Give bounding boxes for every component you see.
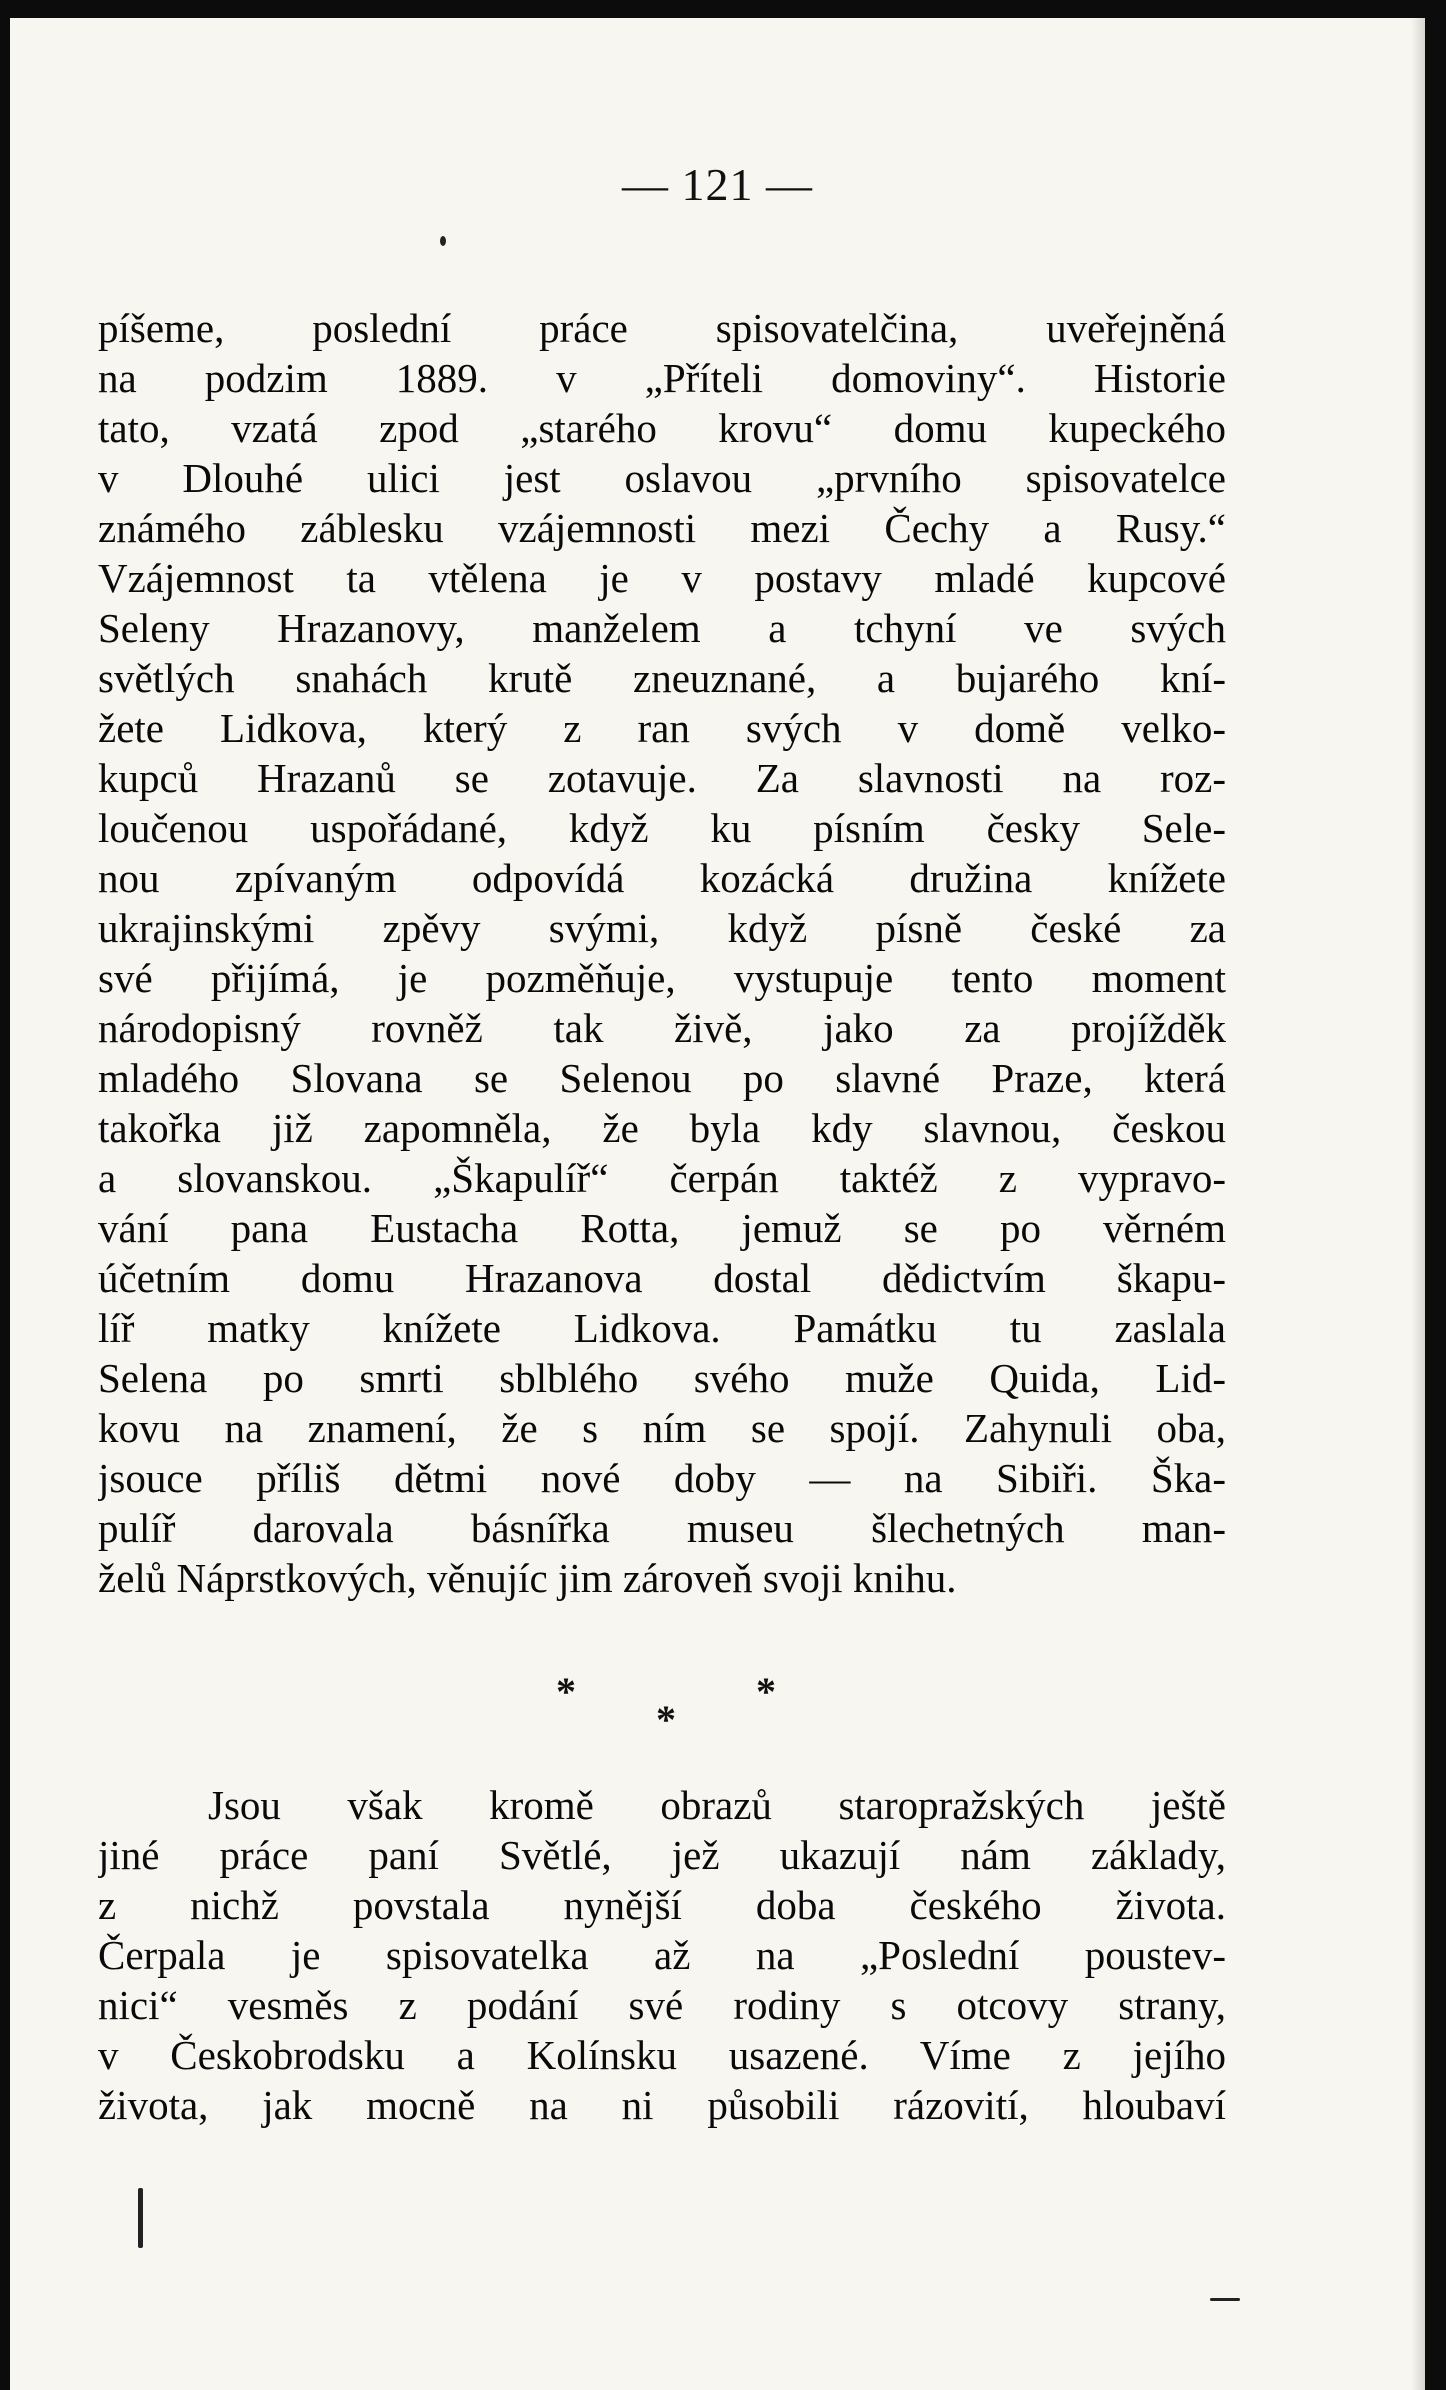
scan-speck xyxy=(1210,2298,1240,2301)
text-line: Jsou však kromě obrazů staropražských ještě xyxy=(208,1782,1226,1828)
separator-asterisk: * xyxy=(756,1669,776,1714)
text-line: účetním domu Hrazanova dostal dědictvím škapu- xyxy=(98,1255,1226,1301)
text-line: na podzim 1889. v „Příteli domoviny“. Historie xyxy=(98,355,1226,401)
text-line: mladého Slovana se Selenou po slavné Praze, která xyxy=(98,1055,1226,1101)
text-line: v Českobrodsku a Kolínsku usazené. Víme z jejího xyxy=(98,2032,1226,2078)
text-line: vání pana Eustacha Rotta, jemuž se po věrném xyxy=(98,1205,1226,1251)
text-line: a slovanskou. „Škapulíř“ čerpán taktéž z vypravo- xyxy=(98,1155,1226,1201)
text-line: píšeme, poslední práce spisovatelčina, uveřejněná xyxy=(98,305,1226,351)
text-line: kovu na znamení, že s ním se spojí. Zahynuli oba, xyxy=(98,1405,1226,1451)
text-line: v Dlouhé ulici jest oslavou „prvního spisovatelce xyxy=(98,455,1226,501)
scan-speck xyxy=(138,2188,143,2248)
text-line: kupců Hrazanů se zotavuje. Za slavnosti na roz- xyxy=(98,755,1226,801)
text-line: života, jak mocně na ni působili rázovití, hloubaví xyxy=(98,2082,1226,2128)
text-line: žete Lidkova, který z ran svých v domě velko- xyxy=(98,705,1226,751)
text-line: z nichž povstala nynější doba českého života. xyxy=(98,1882,1226,1928)
text-line: takořka již zapomněla, že byla kdy slavnou, českou xyxy=(98,1105,1226,1151)
text-line: své přijímá, je pozměňuje, vystupuje tento moment xyxy=(98,955,1226,1001)
text-line: Selena po smrti sblblého svého muže Quida, Lid- xyxy=(98,1355,1226,1401)
text-line: Vzájemnost ta vtělena je v postavy mladé kupcové xyxy=(98,555,1226,601)
text-line: nou zpívaným odpovídá kozácká družina knížete xyxy=(98,855,1226,901)
book-page xyxy=(10,18,1425,2390)
text-line: ukrajinskými zpěvy svými, když písně české za xyxy=(98,905,1226,951)
text-line: světlých snahách krutě zneuznané, a bujarého kní- xyxy=(98,655,1226,701)
text-line: nici“ vesměs z podání své rodiny s otcovy strany, xyxy=(98,1982,1226,2028)
text-line: líř matky knížete Lidkova. Památku tu zaslala xyxy=(98,1305,1226,1351)
section-separator xyxy=(10,1666,1425,1742)
text-line: pulíř darovala básnířka museu šlechetných man- xyxy=(98,1505,1226,1551)
scan-speck xyxy=(440,236,446,246)
separator-asterisk: * xyxy=(556,1669,576,1714)
page-edge-shadow xyxy=(1411,18,1425,2390)
text-line: loučenou uspořádané, když ku písním česky Sele- xyxy=(98,805,1226,851)
paragraph-1 xyxy=(98,303,1226,1603)
text-line: želů Náprstkových, věnujíc jim zároveň svoji knihu. xyxy=(98,1555,957,1601)
text-line: Seleny Hrazanovy, manželem a tchyní ve svých xyxy=(98,605,1226,651)
paragraph-2 xyxy=(98,1780,1226,2130)
text-line: tato, vzatá zpod „starého krovu“ domu kupeckého xyxy=(98,405,1226,451)
text-line: Čerpala je spisovatelka až na „Poslední poustev- xyxy=(98,1932,1226,1978)
separator-asterisk: * xyxy=(656,1697,676,1742)
page-number: — 121 — xyxy=(622,159,813,210)
text-line: jsouce příliš dětmi nové doby — na Sibiři. Ška- xyxy=(98,1455,1226,1501)
text-line: známého záblesku vzájemnosti mezi Čechy a Rusy.“ xyxy=(98,505,1226,551)
text-line: jiné práce paní Světlé, jež ukazují nám základy, xyxy=(98,1832,1226,1878)
text-line: národopisný rovněž tak živě, jako za projížděk xyxy=(98,1005,1226,1051)
